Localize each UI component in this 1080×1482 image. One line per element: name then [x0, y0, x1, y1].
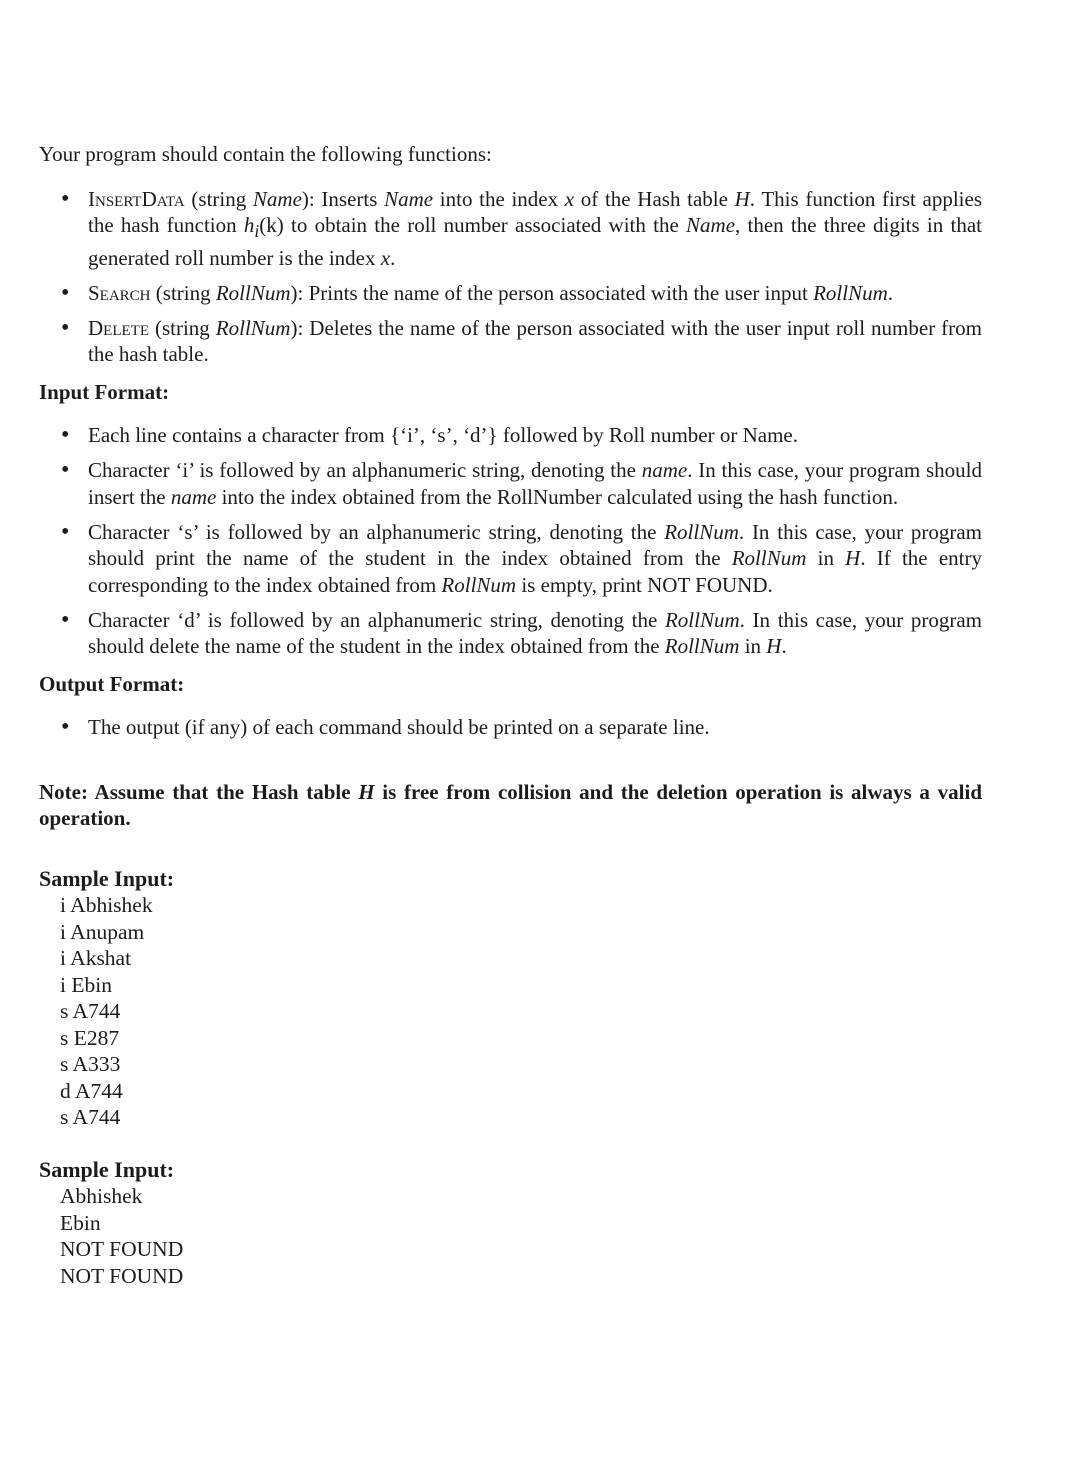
sample-line: NOT FOUND [60, 1263, 184, 1288]
list-item: • Character ‘d’ is followed by an alphanumeric string, denoting the RollNum. In this case, your program should delete the name of the student in the index obtained from the RollNum in H. [88, 607, 982, 660]
function-delete: • Delete (string RollNum): Deletes the name of the person associated with the user input roll number from the hash table. [88, 315, 982, 368]
function-name: Delete [88, 315, 149, 340]
sample-line: s A744 [60, 1105, 121, 1130]
note-text: Note: Assume that the Hash table H is free from collision and the deletion operation is always a valid operation. [39, 779, 982, 831]
list-item: • Character ‘i’ is followed by an alphanumeric string, denoting the name. In this case, your program should insert the name into the index obtained from the RollNumber calculated using the hash function. [88, 457, 982, 510]
document-page [39, 141, 982, 1289]
sample-output-block [39, 1157, 982, 1290]
sample-output-lines [39, 1183, 982, 1289]
function-insertdata: • InsertData (string Name): Inserts Name into the index x of the Hash table H. This function first applies the hash function $h_i(k)$ to obtain the roll number associated with the Name, then the three digits in that generated roll number is the index x. [88, 186, 982, 272]
sample-line: d A744 [60, 1078, 123, 1103]
function-name: Search [88, 280, 151, 305]
sample-line: NOT FOUND [60, 1237, 184, 1262]
list-item: • Character ‘s’ is followed by an alphanumeric string, denoting the RollNum. In this case, your program should print the name of the student in the index obtained from the RollNum in H. If the entry corresponding to the index obtained from RollNum is empty, print NOT FOUND. [88, 519, 982, 599]
output-format-heading: Output Format: [39, 671, 185, 696]
sample-line: s A333 [60, 1052, 121, 1077]
list-item: • The output (if any) of each command should be printed on a separate line. [88, 714, 982, 741]
sample-line: i Anupam [60, 919, 145, 944]
intro-text: Your program should contain the following functions: [39, 142, 492, 166]
sample-input-heading: Sample Input: [39, 865, 175, 891]
function-name: InsertData [88, 186, 185, 211]
list-item: • Each line contains a character from {‘i’, ‘s’, ‘d’} followed by Roll number or Name. [88, 422, 982, 449]
param-name: Name [252, 186, 302, 211]
param-name: RollNum [215, 315, 291, 340]
function-search: • Search (string RollNum): Prints the name of the person associated with the user input RollNum. [88, 280, 982, 307]
sample-line: Ebin [60, 1210, 101, 1235]
hash-function: $h_i$ [243, 213, 260, 242]
input-format-heading: Input Format: [39, 379, 170, 404]
output-format-list [39, 714, 982, 741]
sample-line: s E287 [60, 1025, 120, 1050]
sample-line: Abhishek [60, 1184, 143, 1209]
input-format-list [39, 422, 982, 660]
param-name: RollNum [215, 280, 291, 305]
sample-line: i Abhishek [60, 893, 153, 918]
function-list [39, 186, 982, 368]
sample-input-lines [39, 892, 982, 1131]
sample-line: i Ebin [60, 972, 112, 997]
sample-input-block [39, 866, 982, 1131]
sample-line: i Akshat [60, 946, 132, 971]
sample-output-heading: Sample Input: [39, 1156, 175, 1182]
sample-line: s A744 [60, 999, 121, 1024]
